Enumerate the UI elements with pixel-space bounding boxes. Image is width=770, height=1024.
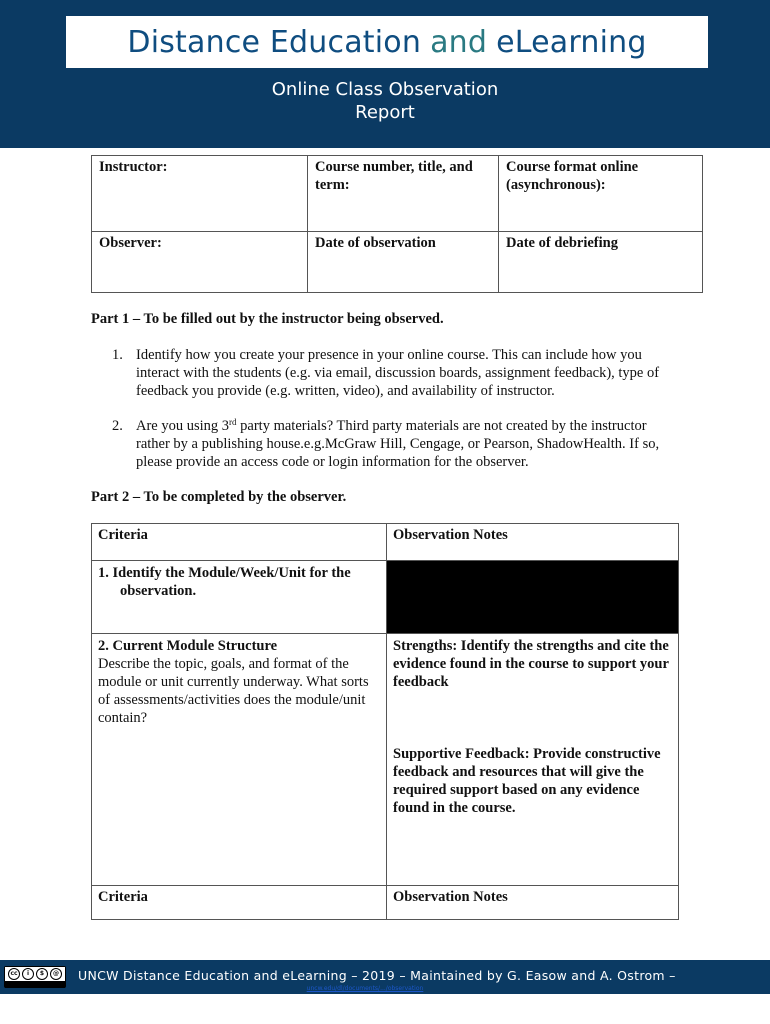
- notes-header-2: Observation Notes: [387, 886, 679, 920]
- item-number: 1.: [112, 347, 123, 363]
- course-cell[interactable]: Course number, title, and term:: [308, 156, 499, 232]
- observation-table: [91, 523, 679, 920]
- criteria-title: 2. Current Module Structure: [98, 638, 278, 654]
- item-number: 2.: [112, 418, 123, 434]
- item-text-sup: rd: [229, 417, 237, 427]
- notes-header: Observation Notes: [387, 524, 679, 561]
- header-band: [0, 0, 770, 148]
- criteria-header-2: Criteria: [92, 886, 387, 920]
- date-debriefing-cell[interactable]: Date of debriefing: [499, 232, 703, 293]
- notes-module-structure[interactable]: [387, 634, 679, 886]
- page-subtitle: [0, 78, 770, 124]
- criteria-description: Describe the topic, goals, and format of the module or unit currently underway. What sorts of assessments/activities does the module/unit contain?: [98, 656, 369, 726]
- item-text: Identify how you create your presence in your online course. This can include how you interact with the students (e.g. via email, discussion boards, assignment feedback), type of feedback you provide (e.g. written, video), and availability of instructor.: [136, 347, 660, 399]
- info-table: [91, 155, 703, 293]
- subtitle-line-2: Report: [355, 102, 415, 123]
- footer-link[interactable]: uncw.edu/dl/documents/.../observation: [306, 985, 424, 992]
- criteria-module-week-unit: [92, 561, 387, 634]
- creative-commons-icon: cc i $ @: [4, 966, 66, 988]
- item-text-post: party materials? Third party materials are not created by the instructor rather by a publishing house.e.g.McGraw Hill, Cengage, or Pearson, ShadowHealth. If so, please provide an access code or login information for the observer.: [136, 418, 660, 470]
- part2-heading: Part 2 – To be completed by the observer.: [91, 489, 347, 505]
- page-title: [66, 16, 708, 68]
- item-text: [136, 417, 672, 471]
- part1-item-2: [112, 417, 672, 471]
- criteria-text: 1. Identify the Module/Week/Unit for the observation.: [98, 565, 351, 599]
- observer-cell[interactable]: Observer:: [92, 232, 308, 293]
- item-text-pre: Are you using 3: [136, 418, 230, 434]
- part1-item-1: [112, 346, 672, 400]
- subtitle-line-1: Online Class Observation: [271, 79, 499, 100]
- supportive-feedback-prompt: Supportive Feedback: Provide constructive feedback and resources that will give the required support based on any evidence found in the course.: [393, 746, 661, 816]
- title-part-3: eLearning: [496, 24, 647, 60]
- instructor-cell[interactable]: Instructor:: [92, 156, 308, 232]
- criteria-header: Criteria: [92, 524, 387, 561]
- criteria-module-structure: [92, 634, 387, 886]
- redacted-notes-cell[interactable]: [387, 561, 679, 634]
- title-part-2: and: [430, 24, 488, 60]
- footer-text: UNCW Distance Education and eLearning – 2019 – Maintained by G. Easow and A. Ostrom –: [78, 968, 676, 983]
- format-cell[interactable]: Course format online (asynchronous):: [499, 156, 703, 232]
- date-observation-cell[interactable]: Date of observation: [308, 232, 499, 293]
- strengths-prompt: Strengths: Identify the strengths and cite the evidence found in the course to support your feedback: [393, 638, 669, 690]
- title-part-1: Distance Education: [127, 24, 422, 60]
- part1-heading: Part 1 – To be filled out by the instructor being observed.: [91, 311, 444, 327]
